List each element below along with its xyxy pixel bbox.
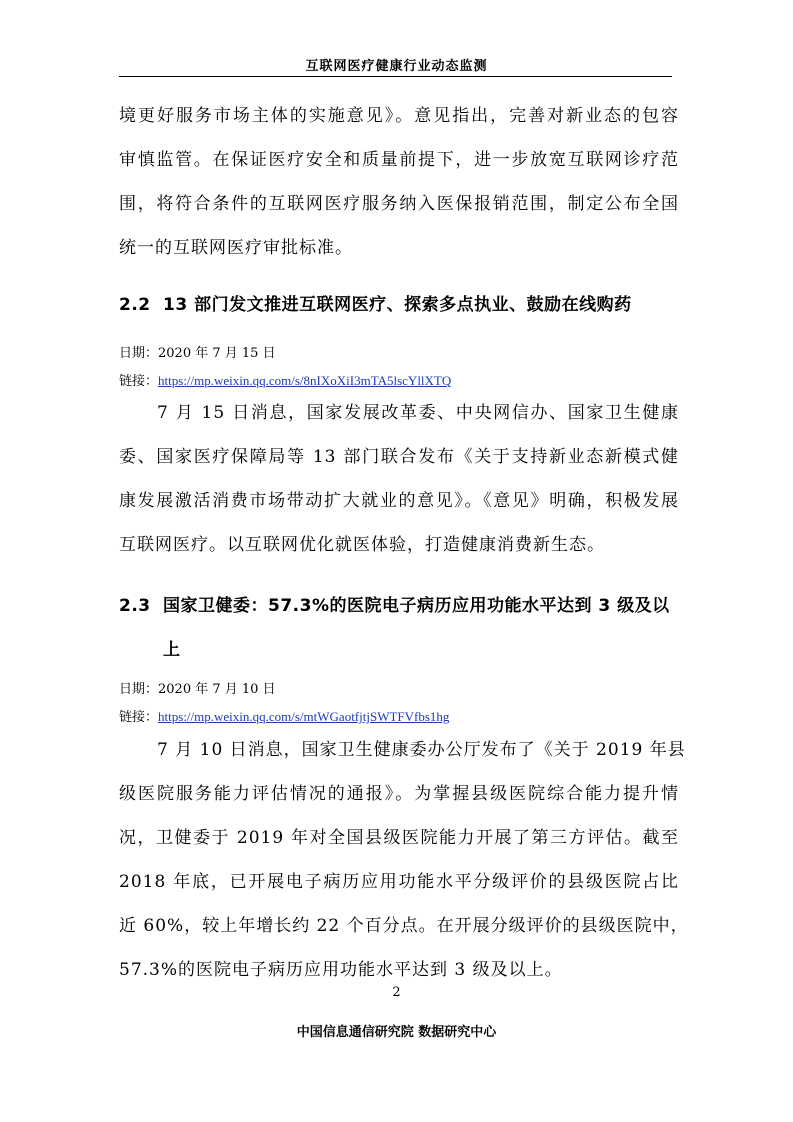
running-header: 互联网医疗健康行业动态监测 [305, 59, 488, 74]
paragraph-line: 康发展激活消费市场带动扩大就业的意见》。《意见》明确，积极发展 [119, 491, 679, 511]
paragraph-line: 级医院服务能力评估情况的通报》。为掌握县级医院综合能力提升情 [119, 784, 679, 804]
link-label: 链接： [119, 710, 159, 725]
paragraph-line: 境更好服务市场主体的实施意见》。意见指出，完善对新业态的包容 [119, 106, 679, 126]
section-title: 国家卫健委：57.3%的医院电子病历应用功能水平达到 3 级及以 [163, 596, 670, 616]
section-title: 13 部门发文推进互联网医疗、探索多点执业、鼓励在线购药 [163, 295, 632, 315]
paragraph-line: 互联网医疗。以互联网优化就医体验，打造健康消费新生态。 [119, 535, 605, 555]
section-number: 2.3 [119, 596, 151, 616]
link-label: 链接： [119, 374, 159, 389]
section-number: 2.2 [119, 295, 151, 315]
paragraph-line: 围，将符合条件的互联网医疗服务纳入医保报销范围，制定公布全国 [119, 194, 679, 214]
header-rule [119, 76, 672, 77]
paragraph-line: 7 月 15 日消息，国家发展改革委、中央网信办、国家卫生健康 [157, 403, 679, 423]
date-label: 日期： [119, 346, 159, 361]
source-link[interactable]: https://mp.weixin.qq.com/s/8nIXoXiI3mTA5lscYllXTQ [158, 373, 452, 388]
paragraph-line: 2018 年底，已开展电子病历应用功能水平分级评价的县级医院占比 [119, 872, 679, 892]
source-link[interactable]: https://mp.weixin.qq.com/s/mtWGaotfjtjSWTFVfbs1hg [158, 709, 450, 724]
paragraph-line: 况，卫健委于 2019 年对全国县级医院能力开展了第三方评估。截至 [119, 828, 679, 848]
section-2-2-paragraph [119, 391, 679, 567]
paragraph-line: 委、国家医疗保障局等 13 部门联合发布《关于支持新业态新模式健 [119, 447, 679, 467]
section-2-2-date [119, 345, 276, 363]
page-footer: 中国信息通信研究院 数据研究中心 [296, 1025, 497, 1040]
section-title-line [119, 584, 679, 628]
section-title-continued: 上 [163, 640, 181, 660]
paragraph-line: 近 60%，较上年增长约 22 个百分点。在开展分级评价的县级医院中， [119, 916, 689, 936]
paragraph-line: 统一的互联网医疗审批标准。 [119, 238, 353, 258]
section-2-2-link-row [119, 372, 451, 391]
section-2-3-link-row [119, 708, 449, 727]
date-value: 2020 年 7 月 15 日 [158, 346, 276, 361]
intro-paragraph [119, 94, 679, 270]
page-number: 2 [392, 985, 401, 1000]
section-2-2-heading [119, 290, 632, 315]
date-label: 日期： [119, 682, 159, 697]
paragraph-line: 审慎监管。在保证医疗安全和质量前提下，进一步放宽互联网诊疗范 [119, 150, 679, 170]
section-2-3-paragraph [119, 728, 689, 992]
paragraph-line: 7 月 10 日消息，国家卫生健康委办公厅发布了《关于 2019 年县 [157, 740, 686, 760]
paragraph-line: 57.3%的医院电子病历应用功能水平达到 3 级及以上。 [119, 960, 563, 980]
date-value: 2020 年 7 月 10 日 [158, 682, 276, 697]
section-title-line [119, 628, 679, 672]
section-2-3-date [119, 681, 276, 699]
section-2-3-heading [119, 584, 679, 672]
